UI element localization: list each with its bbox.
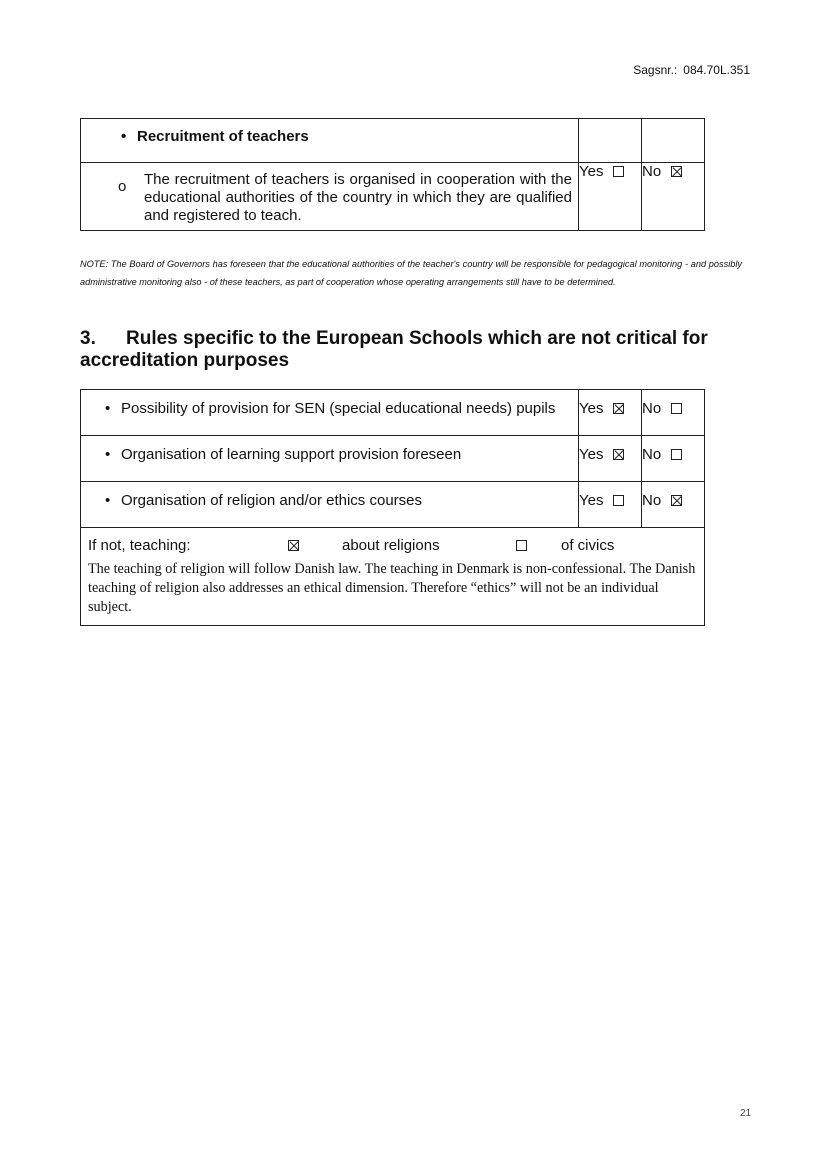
rules-table [80,389,705,626]
sen-yes-checkbox[interactable] [613,403,624,414]
case-number-label: Sagsnr.: [633,63,678,77]
if-not-options [88,537,698,559]
case-number-header [600,63,750,77]
section-3-heading [80,328,760,372]
learning-support-yes-cell [579,436,642,482]
religion-yes-cell [579,482,642,528]
no-label: No [642,400,662,417]
rule-row-sen [81,390,579,436]
sen-yes-cell [579,390,642,436]
civics-label: of civics [561,537,615,554]
section-title: Rules specific to the European Schools which are not critical for accreditation purposes [80,328,708,371]
sen-no-cell [642,390,705,436]
yes-label: Yes [579,446,604,463]
learning-support-yes-checkbox[interactable] [613,449,624,460]
rule-row-learning-support [81,436,579,482]
page-number: 21 [740,1108,752,1119]
sen-no-checkbox[interactable] [671,403,682,414]
recruitment-yes-checkbox[interactable] [613,166,624,177]
religion-yes-checkbox[interactable] [613,495,624,506]
about-religions-checkbox[interactable] [288,540,299,551]
if-not-cell [81,528,705,626]
recruitment-item-text: The recruitment of teachers is organised in cooperation with the educational authorities of the country in which they are qualified and registered to teach. [144,171,572,224]
yes-label: Yes [579,400,604,417]
rule-row-religion-ethics [81,482,579,528]
case-number-value: 084.70L.351 [683,63,750,77]
no-label: No [642,446,662,463]
recruitment-no-checkbox[interactable] [671,166,682,177]
recruitment-yes-cell [579,163,642,231]
rule-label: Possibility of provision for SEN (special educational needs) pupils [121,400,556,417]
recruitment-heading: Recruitment of teachers [137,128,309,145]
if-not-label: If not, teaching: [88,537,191,554]
religion-explanation: The teaching of religion will follow Danish law. The teaching in Denmark is non-confessional. The Danish teaching of religion also addresses an ethical dimension. Therefore “ethics” will not be an individual subject. [88,561,696,615]
rule-label: Organisation of religion and/or ethics courses [121,492,422,509]
bullet-icon: • [105,492,111,509]
learning-support-no-checkbox[interactable] [671,449,682,460]
bullet-icon: • [121,128,127,145]
civics-checkbox[interactable] [516,540,527,551]
about-religions-label: about religions [342,537,440,554]
board-note: NOTE: The Board of Governors has foreseen that the educational authorities of the teacher's country will be responsible for pedagogical monitoring - and possibly administrative monitoring also - of these teachers, as part of cooperation whose operating arrangements still have to be determined. [80,259,742,287]
bullet-icon: • [105,400,111,417]
rule-label: Organisation of learning support provision foreseen [121,446,462,463]
learning-support-no-cell [642,436,705,482]
recruitment-item-cell [81,163,579,231]
no-label: No [642,492,662,509]
recruitment-heading-cell [81,119,579,163]
bullet-icon: • [105,446,111,463]
section-number: 3. [80,328,96,349]
no-label: No [642,163,662,180]
religion-no-checkbox[interactable] [671,495,682,506]
yes-label: Yes [579,163,604,180]
empty-yes-header [579,119,642,163]
recruitment-no-cell [642,163,705,231]
yes-label: Yes [579,492,604,509]
empty-no-header [642,119,705,163]
teachers-table [80,118,705,231]
circle-bullet-icon: o [118,178,127,195]
religion-no-cell [642,482,705,528]
